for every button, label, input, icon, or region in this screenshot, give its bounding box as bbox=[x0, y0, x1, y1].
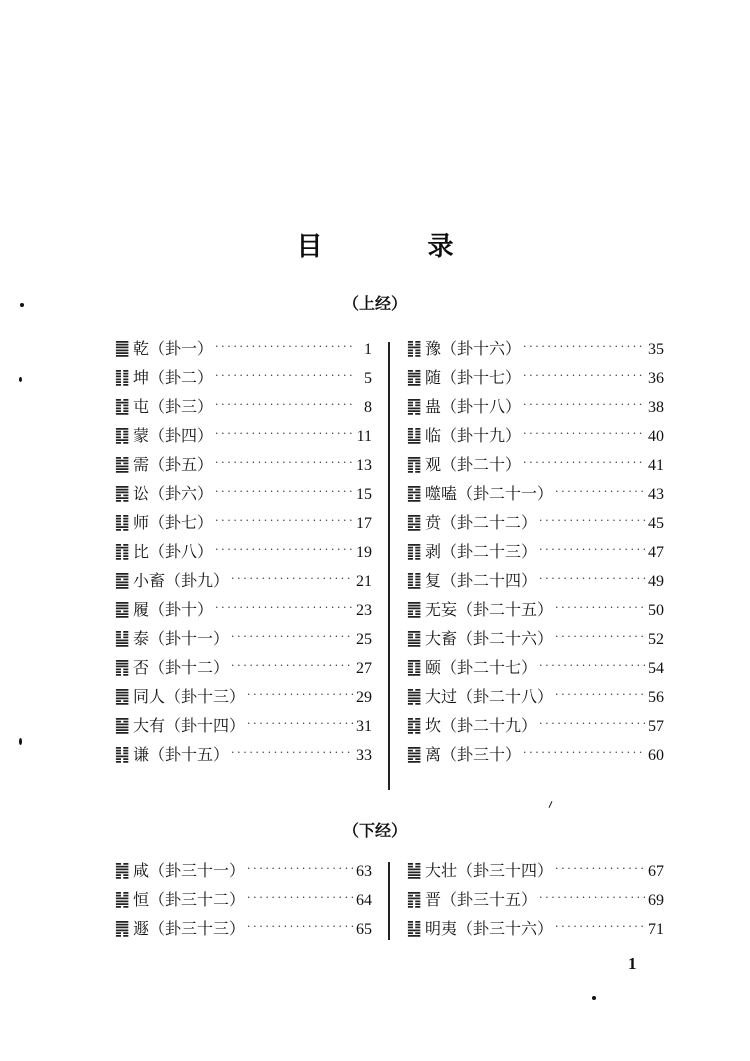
dot-leader bbox=[539, 651, 646, 680]
dot-leader bbox=[555, 854, 646, 883]
hexagram-icon: ䷖ bbox=[406, 541, 422, 562]
page-number: 13 bbox=[356, 457, 372, 474]
page-number: 40 bbox=[648, 428, 664, 445]
hexagram-icon: ䷚ bbox=[406, 657, 422, 678]
hexagram-name: 咸 bbox=[133, 861, 150, 880]
toc-entry[interactable] bbox=[406, 421, 664, 450]
page-number: 1 bbox=[364, 341, 372, 358]
page-number: 57 bbox=[648, 718, 664, 735]
toc-entry[interactable] bbox=[406, 740, 664, 769]
page-number: 69 bbox=[648, 892, 664, 909]
toc-column-upper-right bbox=[406, 334, 664, 769]
hexagram-number: （卦二十五） bbox=[457, 600, 554, 619]
dot-leader bbox=[539, 506, 646, 535]
page-number: 41 bbox=[648, 457, 664, 474]
page-number: 5 bbox=[364, 370, 372, 387]
toc-entry[interactable] bbox=[406, 885, 664, 914]
hexagram-icon: ䷊ bbox=[114, 628, 130, 649]
page-number: 8 bbox=[364, 399, 372, 416]
hexagram-name: 否 bbox=[133, 658, 150, 677]
dot-leader bbox=[231, 622, 354, 651]
hexagram-name: 临 bbox=[425, 426, 442, 445]
hexagram-icon: ䷡ bbox=[406, 860, 422, 881]
hexagram-icon: ䷆ bbox=[114, 512, 130, 533]
toc-entry[interactable] bbox=[406, 450, 664, 479]
hexagram-name: 恒 bbox=[133, 890, 150, 909]
page-number: 35 bbox=[648, 341, 664, 358]
scan-speck bbox=[19, 738, 22, 745]
hexagram-name: 晋 bbox=[425, 890, 442, 909]
toc-entry[interactable] bbox=[114, 537, 372, 566]
hexagram-icon: ䷃ bbox=[114, 425, 130, 446]
toc-entry[interactable] bbox=[114, 885, 372, 914]
dot-leader bbox=[539, 883, 646, 912]
hexagram-number: （卦二十九） bbox=[441, 716, 538, 735]
hexagram-number: （卦十七） bbox=[441, 368, 522, 387]
dot-leader bbox=[523, 361, 646, 390]
page-number: 31 bbox=[356, 718, 372, 735]
hexagram-icon: ䷍ bbox=[114, 715, 130, 736]
hexagram-name: 讼 bbox=[133, 484, 150, 503]
hexagram-icon: ䷔ bbox=[406, 483, 422, 504]
hexagram-number: （卦四） bbox=[149, 426, 214, 445]
hexagram-icon: ䷅ bbox=[114, 483, 130, 504]
dot-leader bbox=[247, 680, 354, 709]
hexagram-name: 噬嗑 bbox=[425, 484, 458, 503]
hexagram-number: （卦二十一） bbox=[457, 484, 554, 503]
dot-leader bbox=[555, 680, 646, 709]
hexagram-name: 谦 bbox=[133, 745, 150, 764]
hexagram-number: （卦二十八） bbox=[457, 687, 554, 706]
hexagram-icon: ䷐ bbox=[406, 367, 422, 388]
hexagram-icon: ䷇ bbox=[114, 541, 130, 562]
hexagram-icon: ䷏ bbox=[406, 338, 422, 359]
hexagram-number: （卦五） bbox=[149, 455, 214, 474]
toc-entry[interactable] bbox=[114, 856, 372, 885]
hexagram-name: 履 bbox=[133, 600, 150, 619]
hexagram-name: 乾 bbox=[133, 339, 150, 358]
toc-entry[interactable] bbox=[114, 450, 372, 479]
page-title: 目 录 bbox=[296, 232, 502, 262]
page-number: 54 bbox=[648, 660, 664, 677]
toc-entry[interactable] bbox=[406, 624, 664, 653]
hexagram-icon: ䷗ bbox=[406, 570, 422, 591]
hexagram-number: （卦三十四） bbox=[457, 861, 554, 880]
dot-leader bbox=[247, 912, 354, 941]
hexagram-name: 小畜 bbox=[133, 571, 166, 590]
dot-leader bbox=[523, 448, 646, 477]
toc-entry[interactable] bbox=[114, 682, 372, 711]
hexagram-number: （卦十六） bbox=[441, 339, 522, 358]
hexagram-number: （卦十三） bbox=[165, 687, 246, 706]
toc-entry[interactable] bbox=[406, 566, 664, 595]
hexagram-number: （卦十五） bbox=[149, 745, 230, 764]
toc-entry[interactable] bbox=[114, 508, 372, 537]
page-number: 21 bbox=[356, 573, 372, 590]
hexagram-icon: ䷈ bbox=[114, 570, 130, 591]
hexagram-name: 大壮 bbox=[425, 861, 458, 880]
hexagram-icon: ䷀ bbox=[114, 338, 130, 359]
page-number: 47 bbox=[648, 544, 664, 561]
column-divider-upper bbox=[388, 342, 390, 790]
hexagram-name: 需 bbox=[133, 455, 150, 474]
hexagram-icon: ䷒ bbox=[406, 425, 422, 446]
hexagram-number: （卦三） bbox=[149, 397, 214, 416]
hexagram-name: 随 bbox=[425, 368, 442, 387]
toc-entry[interactable] bbox=[406, 479, 664, 508]
hexagram-number: （卦三十二） bbox=[149, 890, 246, 909]
hexagram-name: 大过 bbox=[425, 687, 458, 706]
hexagram-name: 师 bbox=[133, 513, 150, 532]
hexagram-icon: ䷠ bbox=[114, 918, 130, 939]
dot-leader bbox=[231, 738, 354, 767]
page-number: 19 bbox=[356, 544, 372, 561]
hexagram-number: （卦七） bbox=[149, 513, 214, 532]
page-number: 50 bbox=[648, 602, 664, 619]
hexagram-number: （卦十二） bbox=[149, 658, 230, 677]
page-number: 65 bbox=[356, 921, 372, 938]
toc-entry[interactable] bbox=[406, 595, 664, 624]
page-number: 67 bbox=[648, 863, 664, 880]
hexagram-number: （卦三十五） bbox=[441, 890, 538, 909]
dot-leader bbox=[247, 883, 354, 912]
hexagram-icon: ䷎ bbox=[114, 744, 130, 765]
hexagram-number: （卦二十） bbox=[441, 455, 522, 474]
dot-leader bbox=[247, 709, 354, 738]
page-number: 38 bbox=[648, 399, 664, 416]
hexagram-number: （卦九） bbox=[165, 571, 230, 590]
hexagram-number: （卦十九） bbox=[441, 426, 522, 445]
hexagram-number: （卦二十二） bbox=[441, 513, 538, 532]
dot-leader bbox=[523, 332, 646, 361]
hexagram-name: 明夷 bbox=[425, 919, 458, 938]
page-number: 64 bbox=[356, 892, 372, 909]
hexagram-icon: ䷢ bbox=[406, 889, 422, 910]
toc-entry[interactable] bbox=[114, 653, 372, 682]
toc-entry[interactable] bbox=[114, 392, 372, 421]
page-number: 71 bbox=[648, 921, 664, 938]
scan-speck bbox=[549, 801, 553, 808]
hexagram-name: 坎 bbox=[425, 716, 442, 735]
dot-leader bbox=[215, 448, 354, 477]
dot-leader bbox=[231, 564, 354, 593]
page-number: 25 bbox=[356, 631, 372, 648]
page-number: 36 bbox=[648, 370, 664, 387]
hexagram-name: 蛊 bbox=[425, 397, 442, 416]
hexagram-icon: ䷞ bbox=[114, 860, 130, 881]
toc-entry[interactable] bbox=[406, 914, 664, 943]
section-title-upper-canon: （上经） bbox=[342, 294, 407, 313]
hexagram-icon: ䷌ bbox=[114, 686, 130, 707]
hexagram-icon: ䷉ bbox=[114, 599, 130, 620]
hexagram-icon: ䷄ bbox=[114, 454, 130, 475]
toc-entry[interactable] bbox=[406, 334, 664, 363]
hexagram-number: （卦八） bbox=[149, 542, 214, 561]
hexagram-number: （卦十四） bbox=[165, 716, 246, 735]
page-number: 52 bbox=[648, 631, 664, 648]
dot-leader bbox=[215, 390, 356, 419]
dot-leader bbox=[215, 535, 354, 564]
dot-leader bbox=[523, 738, 646, 767]
hexagram-number: （卦三十六） bbox=[457, 919, 554, 938]
page-number: 15 bbox=[356, 486, 372, 503]
toc-entry[interactable] bbox=[114, 711, 372, 740]
hexagram-icon: ䷟ bbox=[114, 889, 130, 910]
page-number: 49 bbox=[648, 573, 664, 590]
toc-entry[interactable] bbox=[406, 653, 664, 682]
page-number: 56 bbox=[648, 689, 664, 706]
toc-entry[interactable] bbox=[406, 856, 664, 885]
hexagram-name: 大有 bbox=[133, 716, 166, 735]
hexagram-number: （卦十） bbox=[149, 600, 214, 619]
dot-leader bbox=[539, 564, 646, 593]
dot-leader bbox=[555, 622, 646, 651]
hexagram-number: （卦十八） bbox=[441, 397, 522, 416]
hexagram-number: （卦六） bbox=[149, 484, 214, 503]
dot-leader bbox=[247, 854, 354, 883]
toc-entry[interactable] bbox=[114, 421, 372, 450]
hexagram-name: 蒙 bbox=[133, 426, 150, 445]
hexagram-name: 复 bbox=[425, 571, 442, 590]
page-number: 11 bbox=[356, 428, 372, 445]
dot-leader bbox=[231, 651, 354, 680]
dot-leader bbox=[555, 477, 646, 506]
hexagram-icon: ䷛ bbox=[406, 686, 422, 707]
toc-entry[interactable] bbox=[114, 334, 372, 363]
hexagram-number: （卦一） bbox=[149, 339, 214, 358]
page-number: 60 bbox=[648, 747, 664, 764]
hexagram-icon: ䷑ bbox=[406, 396, 422, 417]
toc-column-upper-left bbox=[114, 334, 372, 769]
hexagram-name: 泰 bbox=[133, 629, 150, 648]
page-number: 43 bbox=[648, 486, 664, 503]
dot-leader bbox=[215, 506, 354, 535]
hexagram-icon: ䷣ bbox=[406, 918, 422, 939]
scan-speck bbox=[19, 377, 22, 382]
toc-entry[interactable] bbox=[114, 595, 372, 624]
toc-entry[interactable] bbox=[406, 392, 664, 421]
hexagram-name: 遯 bbox=[133, 919, 150, 938]
page-number: 29 bbox=[356, 689, 372, 706]
hexagram-name: 无妄 bbox=[425, 600, 458, 619]
section-title-lower-canon: （下经） bbox=[342, 821, 407, 840]
scan-speck bbox=[592, 996, 596, 1000]
toc-entry[interactable] bbox=[406, 711, 664, 740]
hexagram-number: （卦三十一） bbox=[149, 861, 246, 880]
hexagram-number: （卦二） bbox=[149, 368, 214, 387]
toc-entry[interactable] bbox=[114, 363, 372, 392]
page-number: 63 bbox=[356, 863, 372, 880]
page-number: 17 bbox=[356, 515, 372, 532]
hexagram-name: 离 bbox=[425, 745, 442, 764]
hexagram-name: 豫 bbox=[425, 339, 442, 358]
hexagram-icon: ䷕ bbox=[406, 512, 422, 533]
hexagram-name: 贲 bbox=[425, 513, 442, 532]
toc-entry[interactable] bbox=[114, 914, 372, 943]
hexagram-icon: ䷂ bbox=[114, 396, 130, 417]
dot-leader bbox=[215, 477, 354, 506]
hexagram-icon: ䷓ bbox=[406, 454, 422, 475]
page-number-folio: 1 bbox=[628, 954, 637, 973]
hexagram-number: （卦十一） bbox=[149, 629, 230, 648]
page-number: 33 bbox=[356, 747, 372, 764]
dot-leader bbox=[215, 419, 355, 448]
hexagram-name: 颐 bbox=[425, 658, 442, 677]
toc-entry[interactable] bbox=[114, 566, 372, 595]
hexagram-name: 观 bbox=[425, 455, 442, 474]
dot-leader bbox=[215, 332, 356, 361]
hexagram-icon: ䷁ bbox=[114, 367, 130, 388]
dot-leader bbox=[523, 419, 646, 448]
toc-entry[interactable] bbox=[114, 740, 372, 769]
hexagram-icon: ䷙ bbox=[406, 628, 422, 649]
column-divider-lower bbox=[388, 862, 390, 940]
hexagram-number: （卦二十六） bbox=[457, 629, 554, 648]
dot-leader bbox=[215, 361, 356, 390]
toc-entry[interactable] bbox=[406, 508, 664, 537]
hexagram-name: 剥 bbox=[425, 542, 442, 561]
dot-leader bbox=[215, 593, 354, 622]
dot-leader bbox=[539, 709, 646, 738]
hexagram-number: （卦三十三） bbox=[149, 919, 246, 938]
hexagram-icon: ䷜ bbox=[406, 715, 422, 736]
hexagram-icon: ䷋ bbox=[114, 657, 130, 678]
hexagram-name: 大畜 bbox=[425, 629, 458, 648]
hexagram-number: （卦二十四） bbox=[441, 571, 538, 590]
toc-column-lower-right bbox=[406, 856, 664, 943]
toc-entry[interactable] bbox=[406, 682, 664, 711]
hexagram-number: （卦二十三） bbox=[441, 542, 538, 561]
dot-leader bbox=[555, 912, 646, 941]
hexagram-name: 比 bbox=[133, 542, 150, 561]
dot-leader bbox=[539, 535, 646, 564]
toc-entry[interactable] bbox=[406, 537, 664, 566]
toc-column-lower-left bbox=[114, 856, 372, 943]
page-number: 23 bbox=[356, 602, 372, 619]
hexagram-name: 屯 bbox=[133, 397, 150, 416]
toc-entry[interactable] bbox=[406, 363, 664, 392]
hexagram-icon: ䷘ bbox=[406, 599, 422, 620]
hexagram-name: 同人 bbox=[133, 687, 166, 706]
toc-entry[interactable] bbox=[114, 624, 372, 653]
dot-leader bbox=[555, 593, 646, 622]
page-number: 45 bbox=[648, 515, 664, 532]
scan-speck bbox=[20, 303, 24, 307]
hexagram-number: （卦二十七） bbox=[441, 658, 538, 677]
toc-entry[interactable] bbox=[114, 479, 372, 508]
hexagram-name: 坤 bbox=[133, 368, 150, 387]
hexagram-icon: ䷝ bbox=[406, 744, 422, 765]
hexagram-number: （卦三十） bbox=[441, 745, 522, 764]
dot-leader bbox=[523, 390, 646, 419]
page-number: 27 bbox=[356, 660, 372, 677]
